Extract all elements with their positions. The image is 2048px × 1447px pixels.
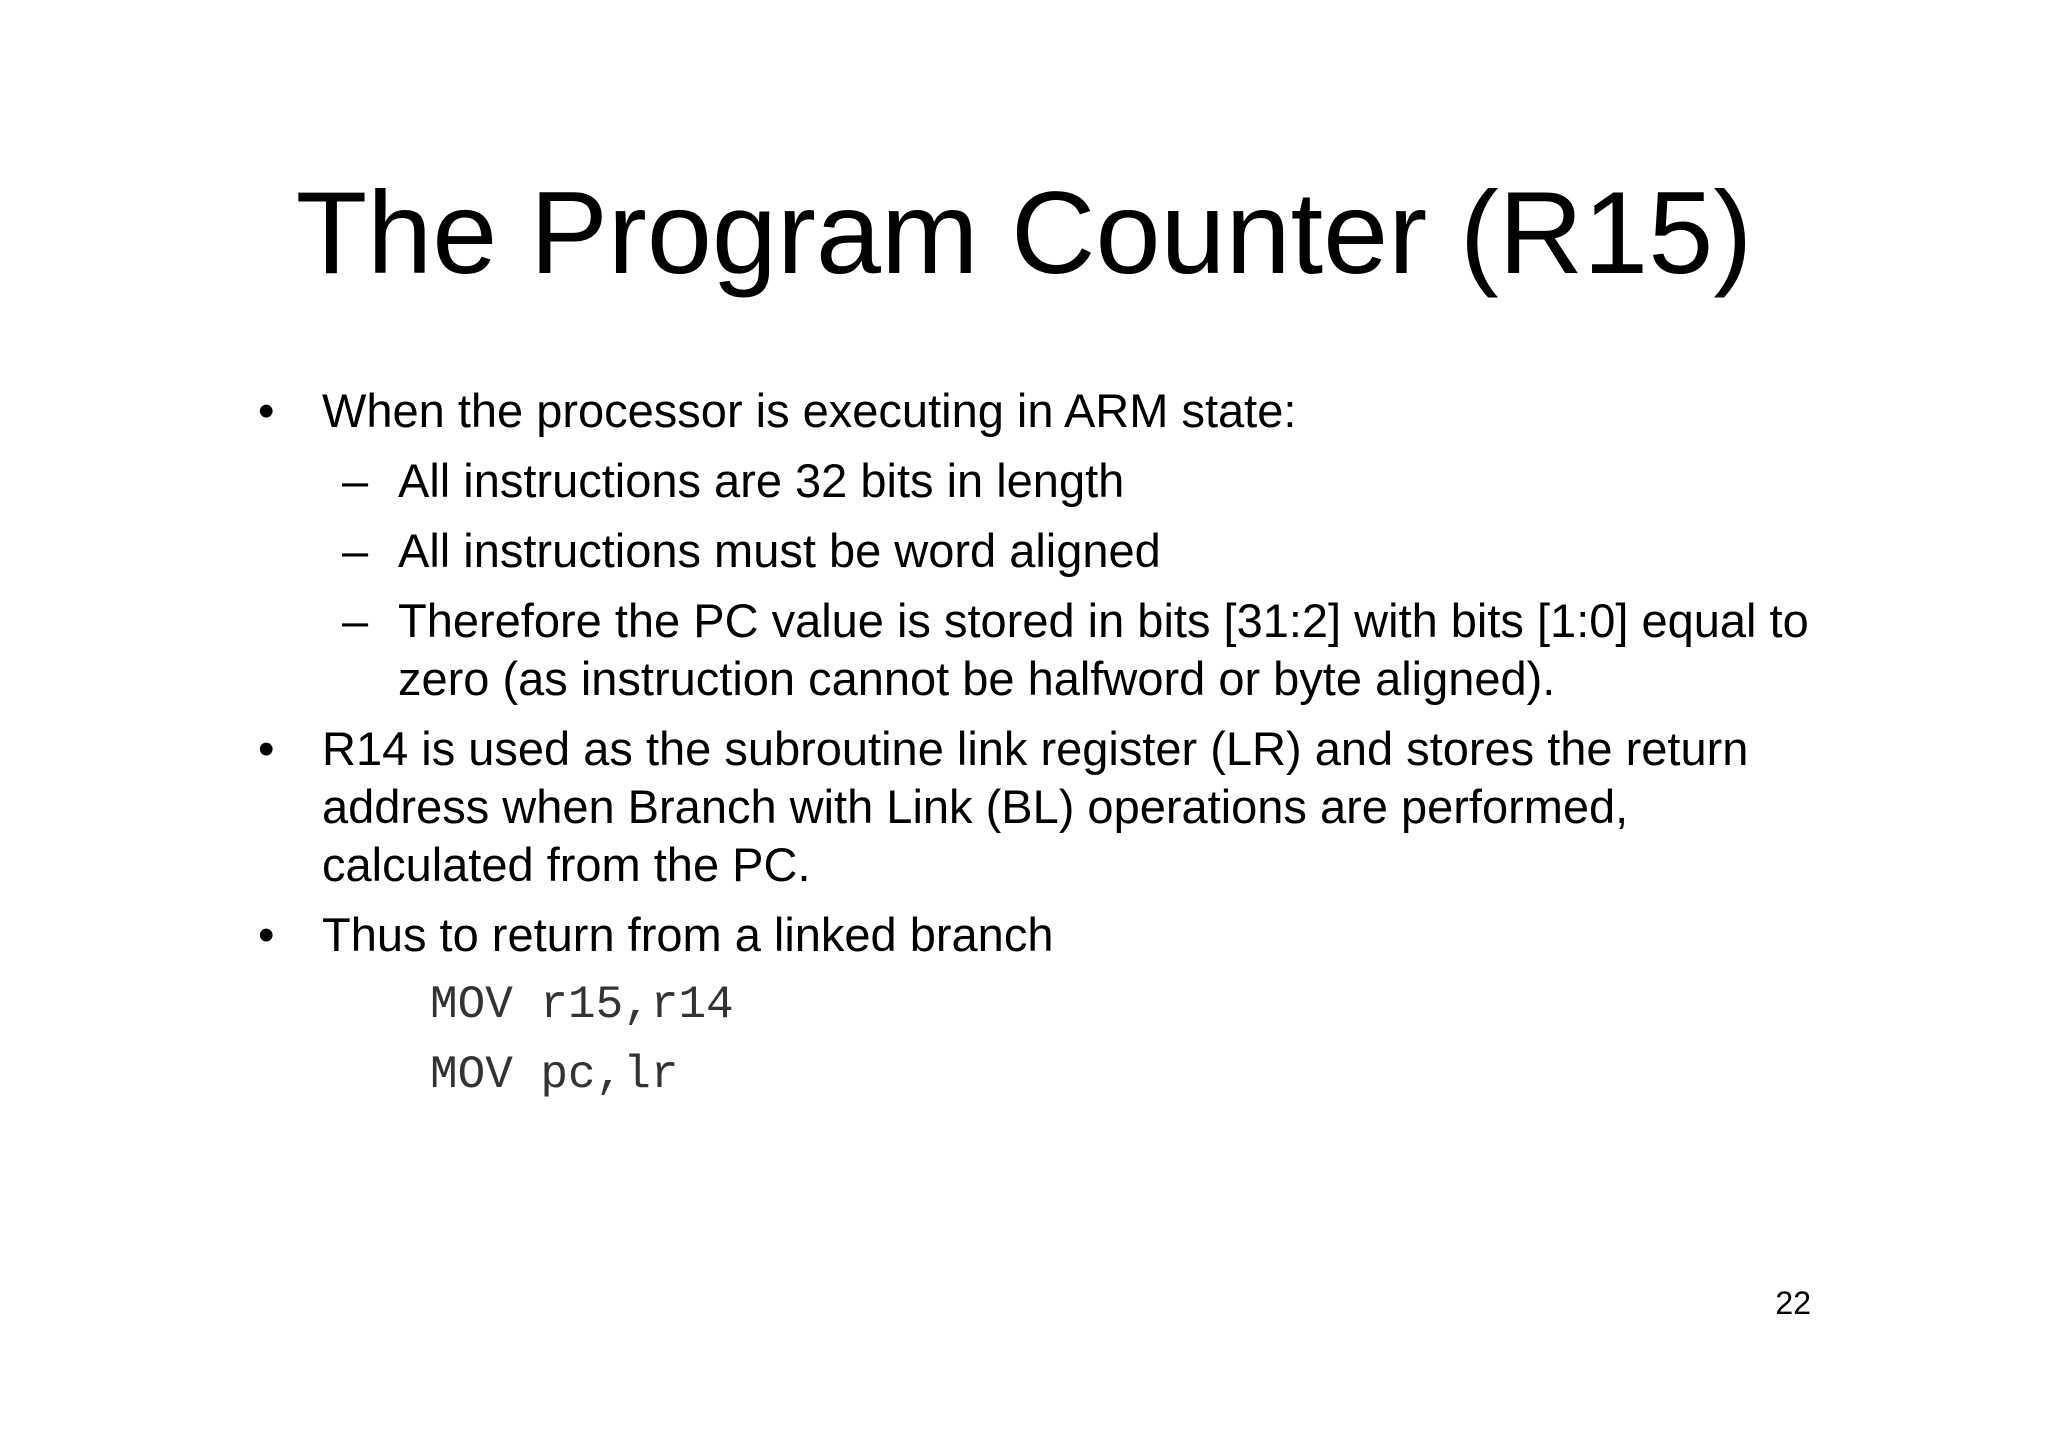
slide-title: The Program Counter (R15) (295, 167, 1753, 298)
sub-bullet-item (250, 522, 1850, 580)
sub-bullet-text: All instructions are 32 bits in length (398, 454, 1125, 507)
code-line: MOV pc,lr (430, 1049, 679, 1101)
bullet-item (250, 906, 1850, 964)
bullet-text: R14 is used as the subroutine link register (LR) and stores the return address when Branch with Link (BL) operations are performed, calculated from the PC. (322, 722, 1749, 891)
sub-bullet-item (250, 592, 1850, 708)
bullet-dot-icon: • (258, 384, 275, 437)
dash-icon: – (342, 524, 369, 577)
sub-bullet-item (250, 452, 1850, 510)
dash-icon: – (342, 454, 369, 507)
bullet-item (250, 720, 1850, 894)
page-number: 22 (1775, 1285, 1811, 1321)
bullet-dot-icon: • (258, 722, 275, 775)
bullet-item (250, 382, 1850, 440)
bullet-text: Thus to return from a linked branch (322, 908, 1054, 961)
dash-icon: – (342, 594, 369, 647)
slide-content (250, 382, 1850, 1116)
bullet-dot-icon: • (258, 908, 275, 961)
bullet-text: When the processor is executing in ARM state: (322, 384, 1297, 437)
code-line: MOV r15,r14 (430, 979, 734, 1031)
sub-bullet-text: Therefore the PC value is stored in bits [31:2] with bits [1:0] equal to zero (as instruction cannot be halfword or byte aligned). (398, 594, 1809, 705)
sub-bullet-text: All instructions must be word aligned (398, 524, 1161, 577)
